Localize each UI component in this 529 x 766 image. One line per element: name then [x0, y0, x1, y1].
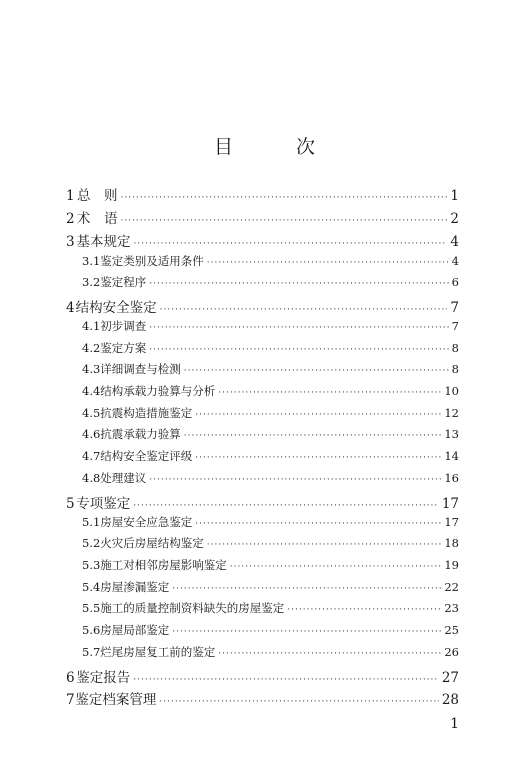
toc-entry-label: 详细调查与检测 [100, 362, 181, 376]
toc-entry-label: 火灾后房屋结构鉴定 [100, 536, 204, 550]
toc-entry-label: 鉴定档案管理 [75, 692, 157, 708]
toc-entry[interactable] [82, 600, 459, 620]
toc-entry-label: 总 则 [76, 188, 118, 204]
toc-entry-page: 4 [451, 254, 459, 268]
toc-entry-label: 术 语 [76, 211, 118, 227]
toc-entry-number: 5.4 [82, 580, 101, 594]
toc-leader-dots [195, 453, 441, 463]
toc-entry-label: 鉴定方案 [100, 341, 147, 355]
toc-entry-number: 5.1 [82, 515, 101, 529]
toc-leader-dots [120, 216, 447, 226]
toc-leader-dots [195, 519, 441, 529]
toc-entry[interactable] [82, 514, 459, 534]
toc-entry-number: 3.2 [82, 275, 101, 289]
toc-entry-number: 4.7 [82, 449, 101, 463]
toc-entry-page: 26 [444, 645, 459, 659]
toc-leader-dots [149, 475, 441, 485]
toc-entry-label: 专项鉴定 [76, 496, 131, 512]
toc-entry[interactable] [66, 688, 459, 708]
toc-entry-page: 23 [444, 601, 459, 615]
toc-entry-label: 结构安全鉴定 [75, 300, 157, 316]
toc-entry-page: 28 [441, 692, 459, 708]
toc-entry-label: 初步调查 [100, 319, 147, 333]
toc-leader-dots [159, 697, 438, 707]
toc-entry-number: 4.5 [82, 406, 101, 420]
toc-entry-page: 22 [444, 580, 459, 594]
toc-leader-dots [172, 584, 441, 594]
toc-entry-number: 5.5 [82, 601, 101, 615]
toc-entry-number: 4.2 [82, 341, 101, 355]
toc-entry[interactable] [82, 361, 459, 381]
toc-entry-page: 7 [450, 300, 459, 316]
toc-entry[interactable] [66, 207, 459, 227]
toc-entry-number: 2 [66, 211, 75, 227]
toc-leader-dots [120, 193, 447, 203]
toc-entry-number: 5.3 [82, 558, 101, 572]
toc-entry-label: 鉴定类别及适用条件 [100, 254, 204, 268]
toc-entry-number: 5.2 [82, 536, 101, 550]
toc-entry-number: 7 [66, 692, 75, 708]
toc-leader-dots [149, 323, 448, 333]
toc-entry-number: 4.1 [82, 319, 101, 333]
toc-leader-dots [218, 649, 441, 659]
toc-entry-page: 6 [451, 275, 459, 289]
toc-entry-label: 施工对相邻房屋影响鉴定 [100, 558, 227, 572]
toc-entry-label: 施工的质量控制资料缺失的房屋鉴定 [100, 601, 285, 615]
toc-entry-page: 1 [450, 188, 459, 204]
toc-entry-page: 12 [444, 406, 459, 420]
toc-entry-page: 10 [444, 384, 459, 398]
toc-entry-page: 8 [451, 362, 459, 376]
toc-entry-page: 18 [444, 536, 459, 550]
toc-entry-page: 2 [450, 211, 459, 227]
toc-entry-number: 3.1 [82, 254, 101, 268]
toc-entry-number: 5.7 [82, 645, 101, 659]
toc-entry[interactable] [82, 644, 459, 664]
toc-leader-dots [207, 540, 442, 550]
toc-leader-dots [230, 562, 442, 572]
toc-entry[interactable] [82, 470, 459, 490]
toc-entry-number: 4.4 [82, 384, 101, 398]
toc-entry-number: 3 [66, 234, 75, 250]
toc-entry-number: 4.3 [82, 362, 101, 376]
page-number: 1 [450, 716, 459, 732]
toc-entry-page: 17 [444, 515, 459, 529]
toc-leader-dots [133, 675, 439, 685]
toc-entry[interactable] [66, 184, 459, 204]
toc-entry-label: 鉴定程序 [100, 275, 147, 289]
toc-entry[interactable] [66, 666, 459, 686]
toc-entry[interactable] [82, 535, 459, 555]
toc-entry-label: 结构安全鉴定评级 [100, 449, 193, 463]
toc-entry[interactable] [82, 340, 459, 360]
toc-entry-label: 基本规定 [76, 234, 131, 250]
toc-entry-label: 房屋安全应急鉴定 [100, 515, 193, 529]
toc-entry-label: 结构承载力验算与分析 [100, 384, 216, 398]
toc-entry-page: 16 [444, 471, 459, 485]
toc-entry-page: 7 [451, 319, 459, 333]
toc-entry-number: 4.6 [82, 427, 101, 441]
toc-entry-page: 27 [441, 670, 459, 686]
toc-entry[interactable] [66, 296, 459, 316]
toc-leader-dots [160, 305, 448, 315]
toc-entry-number: 4.8 [82, 471, 101, 485]
toc-entry-label: 房屋局部鉴定 [100, 623, 170, 637]
toc-entry-page: 14 [444, 449, 459, 463]
toc-leader-dots [134, 239, 448, 249]
toc-entry[interactable] [82, 383, 459, 403]
toc-entry[interactable] [66, 492, 459, 512]
toc-entry-page: 25 [444, 623, 459, 637]
toc-leader-dots [149, 279, 448, 289]
toc-leader-dots [149, 345, 448, 355]
toc-entry-label: 鉴定报告 [76, 670, 131, 686]
toc-entry-number: 4 [66, 300, 75, 316]
toc-leader-dots [184, 366, 449, 376]
toc-leader-dots [207, 258, 449, 268]
toc-entry-number: 1 [66, 188, 75, 204]
toc-entry[interactable] [66, 230, 459, 250]
toc-entry[interactable] [82, 274, 459, 294]
toc-leader-dots [195, 410, 441, 420]
toc-entry-label: 房屋渗漏鉴定 [100, 580, 170, 594]
toc-entry-label: 烂尾房屋复工前的鉴定 [100, 645, 216, 659]
toc-entry[interactable] [82, 557, 459, 577]
toc-leader-dots [133, 501, 439, 511]
toc-entry[interactable] [82, 579, 459, 599]
toc-entry-label: 抗震构造措施鉴定 [100, 406, 193, 420]
toc-entry[interactable] [82, 622, 459, 642]
toc-entry-page: 4 [450, 234, 459, 250]
toc-entry-label: 处理建议 [100, 471, 147, 485]
toc-leader-dots [287, 605, 441, 615]
toc-entry-label: 抗震承载力验算 [100, 427, 181, 441]
toc-leader-dots [218, 388, 441, 398]
toc-entry-number: 5 [66, 496, 75, 512]
toc-entry[interactable] [82, 318, 459, 338]
toc-leader-dots [184, 431, 442, 441]
toc-entry[interactable] [82, 448, 459, 468]
page-title: 目 次 [213, 136, 337, 158]
toc-entry-page: 17 [441, 496, 459, 512]
toc-entry-page: 13 [444, 427, 459, 441]
toc-entry-number: 5.6 [82, 623, 101, 637]
toc-leader-dots [172, 627, 441, 637]
toc-entry[interactable] [82, 426, 459, 446]
toc-entry-page: 19 [444, 558, 459, 572]
toc-entry-page: 8 [451, 341, 459, 355]
toc-entry[interactable] [82, 405, 459, 425]
toc-entry[interactable] [82, 253, 459, 273]
toc-entry-number: 6 [66, 670, 75, 686]
